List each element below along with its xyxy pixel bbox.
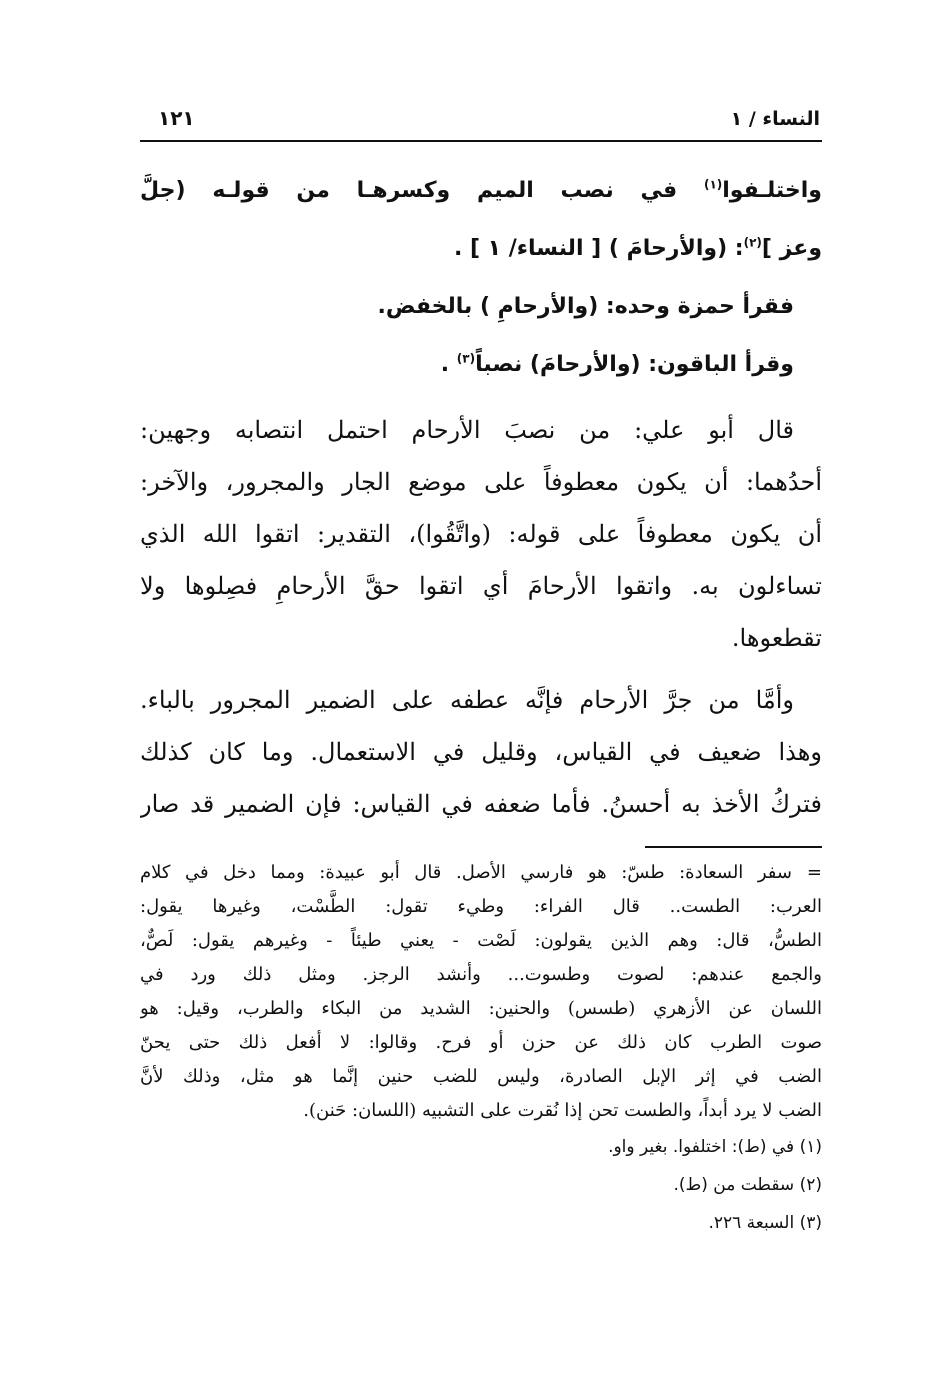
body-line-text: : (والأرحامَ ) [ النساء/ ١ ] .: [453, 236, 744, 261]
page-number: ١٢١: [158, 106, 195, 130]
footnotes: [140, 856, 822, 1242]
footnote-continuation-line: الضب لا يرد أبداً، والطست تحن إذا نُقرت على التشبيه (اللسان: حَنن).: [303, 1100, 822, 1121]
body-line: فتركُ الأخذ به أحسنُ. فأما ضعفه في القياس: فإن الضمير قد صار: [140, 790, 822, 818]
body-line: وأمَّا من جرَّ الأرحام فإنَّه عطفه على الضمير المجرور بالباء.: [140, 686, 794, 714]
main-text: [140, 162, 822, 830]
body-line: وهذا ضعيف في القياس، وقليل في الاستعمال. وما كان كذلك: [140, 738, 822, 766]
body-line: [140, 220, 822, 278]
continuation-marker: =: [806, 862, 822, 883]
book-page: [140, 0, 822, 1382]
body-line: [140, 162, 822, 220]
body-line: [140, 278, 822, 336]
body-line-text: وقرأ الباقون: (والأرحامَ) نصباً: [475, 352, 794, 377]
paragraph-gap: [140, 664, 822, 674]
running-head: [140, 102, 822, 142]
body-line: أن يكون معطوفاً على قوله: (واتَّقُوا)، التقدير: اتقوا الله الذي: [140, 520, 822, 548]
body-line: تقطعوها.: [731, 624, 822, 652]
footnote-ref: (٢): [743, 235, 762, 250]
footnote-continuation-line: العرب: الطست.. قال الفراء: وطيء تقول: الطَّسْت، وغيرها يقول:: [140, 896, 822, 917]
body-line: تساءلون به. واتقوا الأرحامَ أي اتقوا حقَّ الأرحامِ فصِلوها ولا: [140, 572, 822, 600]
paragraph-gap: [140, 394, 822, 404]
body-line-text: في نصب الميم وكسرهـا من قولـه (جلَّ: [140, 178, 704, 203]
body-line-text: .: [440, 352, 457, 377]
footnote-continuation-line: اللسان عن الأزهري (طسس) والحنين: الشديد من البكاء والطرب، وقيل: هو: [140, 998, 822, 1019]
footnote-continuation-line: [140, 856, 822, 890]
running-head-title: النساء / ١: [730, 108, 820, 130]
footnote-1: (١) في (ط): اختلفوا. بغير واو.: [608, 1137, 822, 1157]
footnote-separator: [645, 846, 822, 848]
footnote-continuation-line: الطسُّ، قال: وهم الذين يقولون: لَصْت - يعني طيئاً - وغيرهم يقول: لَصٌّ،: [140, 930, 822, 951]
footnote-2: (٢) سقطت من (ط).: [673, 1175, 822, 1195]
footnote-3: (٣) السبعة ٢٢٦.: [708, 1213, 822, 1233]
footnote-ref: (٣): [456, 351, 476, 366]
body-line-text: فقرأ حمزة وحده: (والأرحامِ ) بالخفض.: [377, 294, 794, 319]
body-line: [140, 336, 822, 394]
body-line: أحدُهما: أن يكون معطوفاً على موضع الجار والمجرور، والآخر:: [140, 468, 822, 496]
footnote-continuation-line: والجمع عندهم: لصوت وطسوت... وأنشد الرجز. ومثل ذلك ورد في: [140, 964, 822, 985]
footnote-text: سفر السعادة: طسّ: هو فارسي الأصل. قال أبو عبيدة: ومما دخل في كلام: [140, 862, 792, 883]
body-line: قال أبو علي: من نصبَ الأرحام احتمل انتصابه وجهين:: [140, 416, 794, 444]
body-line-text: واختلـفوا: [722, 178, 822, 203]
body-line-text: وعز ]: [761, 236, 822, 261]
footnote-continuation-line: الضب في إثر الإبل الصادرة، وليس للضب حنين إنَّما هو مثل، وذلك لأنَّ: [140, 1066, 822, 1087]
footnote-ref: (١): [703, 177, 723, 192]
footnote-continuation-line: صوت الطرب كان ذلك عن حزن أو فرح. وقالوا: لا أفعل ذلك حتى يحنّ: [140, 1032, 822, 1053]
